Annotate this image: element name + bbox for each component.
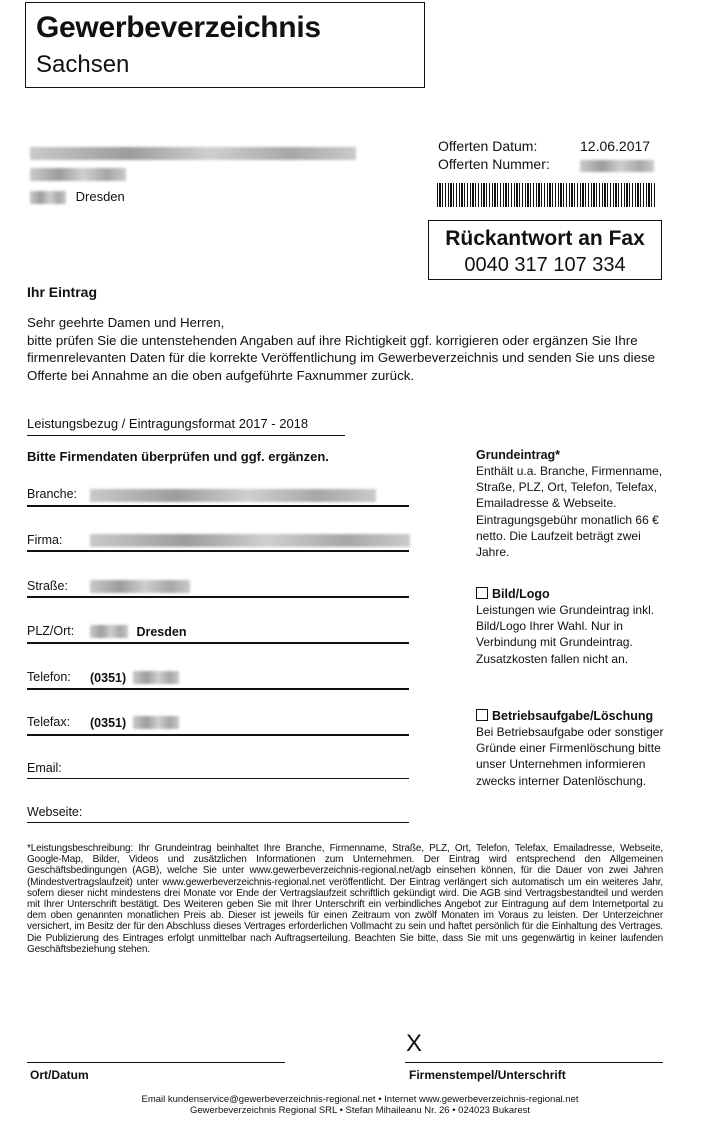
field-line-branche (27, 505, 409, 507)
document-subtitle: Sachsen (36, 51, 130, 78)
place-date-label: Ort/Datum (30, 1068, 89, 1082)
redacted-text (90, 489, 376, 502)
field-value-telefon[interactable] (90, 669, 179, 687)
field-label-webseite: Webseite: (27, 805, 83, 819)
field-value-city: Dresden (136, 625, 187, 639)
offer-number-redacted (580, 157, 654, 175)
closure-option-text: Bei Betriebsaufgabe oder sonstiger Gründe einer Firmenlöschung bitte unser Unternehmen informieren zwecks interner Datenlöschung. (476, 725, 664, 788)
redacted-text (30, 168, 126, 181)
offer-date-label: Offerten Datum: (438, 138, 538, 154)
field-label-firma: Firma: (27, 533, 63, 547)
field-value-plz-ort[interactable] (90, 623, 186, 641)
basic-entry-text: Enthält u.a. Branche, Firmenname, Straße, PLZ, Ort, Telefon, Telefax, Emailadresse & Webseite. Eintragungsgebühr monatlich 66 € netto. Die Laufzeit beträgt zwei Jahre. (476, 464, 663, 560)
intro-body: bitte prüfen Sie die untenstehenden Angaben auf ihre Richtigkeit ggf. korrigieren oder ergänzen Sie Ihre firmenrelevanten Daten für die korrekte Veröffentlichung im Gewerbeverzeichnis und senden Sie uns diese Offerte bei Annahme an die oben aufgeführte Faxnummer zurück. (27, 332, 656, 383)
logo-option-title: Bild/Logo (492, 587, 550, 601)
footer-contact: Email kundenservice@gewerbeverzeichnis-regional.net • Internet www.gewerbeverzeichnis-regional.net (141, 1094, 579, 1105)
offer-date-value: 12.06.2017 (580, 138, 651, 154)
field-line-firma (27, 550, 409, 552)
field-label-email: Email: (27, 761, 62, 775)
offer-number-label: Offerten Nummer: (438, 156, 550, 172)
field-value-telefon-prefix: (0351) (90, 671, 127, 685)
redacted-text (90, 534, 410, 547)
redacted-text (133, 716, 179, 729)
logo-option (476, 587, 550, 601)
entry-heading: Ihr Eintrag (27, 284, 98, 300)
closure-option-title: Betriebsaufgabe/Löschung (492, 709, 654, 723)
field-line-plz-ort (27, 642, 409, 644)
place-date-line[interactable] (27, 1062, 285, 1063)
fax-title: Rückantwort an Fax (445, 227, 645, 250)
field-value-strasse[interactable] (90, 578, 190, 596)
basic-entry-title: Grundeintrag* (476, 448, 561, 462)
service-description: *Leistungsbeschreibung: Ihr Grundeintrag beinhaltet Ihre Branche, Firmenname, Straße, PLZ, Ort, Telefon, Telefax, Emailadresse, Webseite, Google-Map, Bilder, Videos und zusätzlichen Informationen zum Unternehmen. Der Eintrag wird entsprechend den Allgemeinen Geschäftsbedingungen (AGB), welche Sie unter www.gewerbeverzeichnis-regional.net/agb einsehen können, für die Dauer von zwei Jahren (Mindestvertragslaufzeit) unter www.gewerbeverzeichnis-regional.net veröffentlicht. Der Eintrag verlängert sich automatisch um ein weiteres Jahr, sofern dieser nicht mindestens drei Monate vor Ende der Vertragslaufzeit schriftlich gekündigt wird. Die AGB sind Vertragsbestandteil und werden mit Ihrer Unterschrift bestätigt. Des Weiteren geben Sie mit Ihrer Unterschrift ein verbindliches Angebot zur Eintragung auf dem Internetportal zu dem oben genannten monatlichen Preis ab. Dieser ist jeweils für einen Zeitraum von zwölf Monaten im Voraus zu leisten. Der Unterzeichner versichert, im Besitz der für den Abschluss dieses Vertrages erforderlichen Vollmacht zu sein und haftet persönlich für die Einhaltung des Vertrages. Die Publizierung des Eintrages erfolgt unmittelbar nach Auftragserteilung. Beachten Sie bitte, dass Sie mit uns gegenwärtig in keiner laufenden Geschäftsbeziehung stehen. (27, 843, 663, 955)
signature-label: Firmenstempel/Unterschrift (409, 1068, 566, 1082)
fax-number: 0040 317 107 334 (464, 254, 626, 276)
field-label-plz-ort: PLZ/Ort: (27, 624, 75, 638)
redacted-text (133, 671, 179, 684)
signature-mark: X (406, 1030, 423, 1057)
format-title: Leistungsbezug / Eintragungsformat 2017 - 2018 (27, 416, 345, 436)
logo-checkbox[interactable] (476, 587, 488, 599)
recipient-street-redacted (30, 166, 126, 181)
field-line-telefax (27, 734, 409, 736)
field-value-branche[interactable] (90, 487, 376, 505)
field-value-telefax[interactable] (90, 714, 179, 732)
redacted-text (90, 580, 190, 593)
field-line-strasse (27, 596, 409, 598)
logo-option-text: Leistungen wie Grundeintrag inkl. Bild/Logo Ihrer Wahl. Nur in Verbindung mit Grundeintrag. Zusatzkosten fallen nicht an. (476, 603, 655, 666)
recipient-city-line (30, 189, 125, 204)
document-title: Gewerbeverzeichnis (36, 11, 321, 44)
field-label-telefon: Telefon: (27, 670, 71, 684)
closure-checkbox[interactable] (476, 709, 488, 721)
intro-text (27, 314, 667, 384)
salutation: Sehr geehrte Damen und Herren, (27, 315, 225, 330)
recipient-name-redacted (30, 145, 356, 160)
redacted-text (30, 191, 66, 204)
field-line-email (27, 778, 409, 779)
footer-address: Gewerbeverzeichnis Regional SRL • Stefan Mihaileanu Nr. 26 • 024023 Bukarest (189, 1105, 531, 1116)
recipient-city: Dresden (75, 189, 125, 204)
redacted-text (30, 147, 356, 160)
field-label-telefax: Telefax: (27, 715, 71, 729)
fax-reply-box (428, 220, 662, 280)
field-line-webseite (27, 822, 409, 823)
field-line-telefon (27, 688, 409, 690)
barcode (437, 183, 655, 207)
closure-option (476, 709, 653, 723)
redacted-text (580, 160, 654, 172)
title-box (25, 2, 425, 88)
field-label-strasse: Straße: (27, 579, 68, 593)
field-label-branche: Branche: (27, 487, 78, 501)
signature-line[interactable] (405, 1062, 663, 1063)
field-value-firma[interactable] (90, 532, 410, 550)
field-value-telefax-prefix: (0351) (90, 716, 127, 730)
redacted-text (90, 625, 128, 638)
form-heading: Bitte Firmendaten überprüfen und ggf. ergänzen. (27, 449, 329, 464)
